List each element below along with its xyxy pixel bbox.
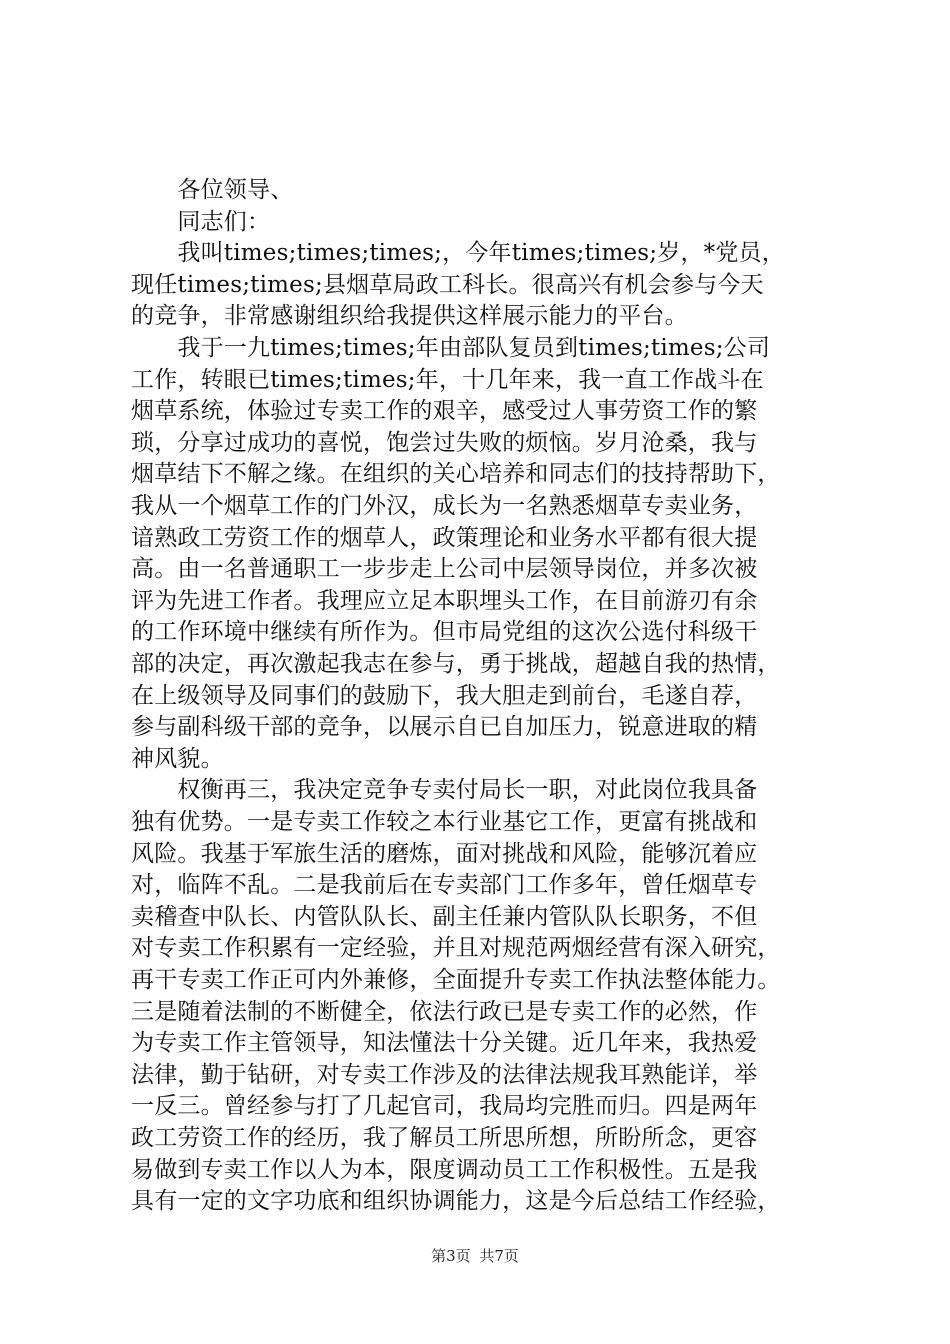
text-line: 谙熟政工劳资工作的烟草人，政策理论和业务水平都有很大提 (131, 524, 758, 551)
text-line: 对，临阵不乱。二是我前后在专卖部门工作多年，曾任烟草专 (131, 872, 758, 899)
page-total: 共7页 (479, 1247, 519, 1265)
text-line: 参与副科级干部的竞争，以展示自已自加压力，锐意进取的精 (131, 714, 758, 741)
text-line: 卖稽查中队长、内管队队长、副主任兼内管队队长职务，不但 (131, 903, 758, 930)
text-line: 再干专卖工作正可内外兼修，全面提升专卖工作执法整体能力。 (131, 967, 781, 993)
text-line: 对专卖工作积累有一定经验，并且对规范两烟经营有深入研究， (131, 935, 781, 962)
text-line: 同志们： (131, 208, 271, 235)
text-line: 在上级领导及同事们的鼓励下，我大胆走到前台，毛遂自荐， (131, 682, 758, 709)
text-line: 具有一定的文字功底和组织协调能力，这是今后总结工作经验， (131, 1188, 781, 1215)
text-line: 各位领导、 (131, 177, 294, 203)
text-line: 为专卖工作主管领导，知法懂法十分关键。近几年来，我热爱 (131, 1030, 758, 1057)
text-line: 的工作环境中继续有所作为。但市局党组的这次公选付科级干 (131, 619, 758, 646)
text-line: 高。由一名普通职工一步步走上公司中层领导岗位，并多次被 (131, 556, 758, 583)
text-line: 我于一九times;times;年由部队复员到times;times;公司 (131, 335, 771, 361)
text-line: 法律，勤于钻研，对专卖工作涉及的法律法规我耳熟能详，举 (131, 1061, 758, 1088)
text-line: 独有优势。一是专卖工作较之本行业基它工作，更富有挑战和 (131, 809, 758, 835)
page-number: 第3页 (431, 1247, 471, 1265)
text-line: 易做到专卖工作以人为本，限度调动员工工作积极性。五是我 (131, 1156, 758, 1183)
text-line: 神风貌。 (131, 745, 224, 772)
text-line: 一反三。曾经参与打了几起官司，我局均完胜而归。四是两年 (131, 1093, 758, 1120)
text-line: 评为先进工作者。我理应立足本职埋头工作，在目前游刃有余 (131, 587, 758, 614)
text-line: 工作，转眼已times;times;年，十几年来，我一直工作战斗在 (131, 366, 764, 393)
text-line: 我从一个烟草工作的门外汉，成长为一名熟悉烟草专卖业务， (131, 493, 758, 519)
text-line: 现任times;times;县烟草局政工科长。很高兴有机会参与今天 (131, 271, 764, 298)
text-line: 部的决定，再次激起我志在参与，勇于挑战，超越自我的热情， (131, 651, 781, 677)
text-line: 风险。我基于军旅生活的磨炼，面对挑战和风险，能够沉着应 (131, 840, 758, 867)
text-line: 三是随着法制的不断健全，依法行政已是专卖工作的必然，作 (131, 998, 758, 1025)
page-footer (0, 1245, 950, 1266)
text-line: 政工劳资工作的经历，我了解员工所思所想，所盼所念，更容 (131, 1125, 758, 1151)
text-line: 烟草结下不解之缘。在组织的关心培养和同志们的技持帮助下， (131, 461, 781, 488)
text-line: 琐，分享过成功的喜悦，饱尝过失败的烦恼。岁月沧桑，我与 (131, 429, 758, 456)
text-line: 烟草系统，体验过专卖工作的艰辛，感受过人事劳资工作的繁 (131, 398, 758, 425)
text-line: 我叫times;times;times;，今年times;times;岁，*党员， (131, 240, 785, 267)
text-line: 的竞争，非常感谢组织给我提供这样展示能力的平台。 (131, 303, 688, 330)
text-line: 权衡再三，我决定竞争专卖付局长一职，对此岗位我具备 (131, 777, 758, 804)
